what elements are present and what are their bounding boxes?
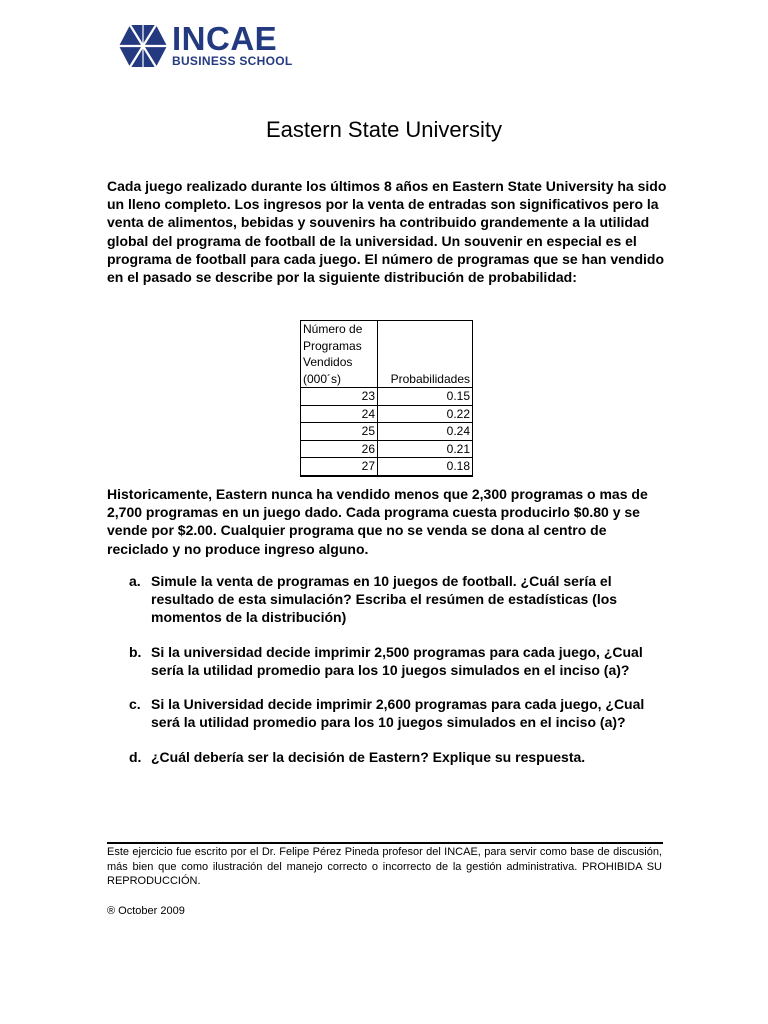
header-line: (000´s) <box>303 371 342 386</box>
programs-cell: 26 <box>301 440 378 458</box>
logo-name: INCAE <box>172 20 278 57</box>
table-row <box>301 458 473 476</box>
question-item <box>129 572 649 627</box>
intro-paragraph: Cada juego realizado durante los últimos 8 años en Eastern State University ha sido un lleno completo. Los ingresos por la venta de entradas son significativos pero la venta de alimentos, bebidas y souvenirs ha contribuido grandemente a la utilidad global del programa de football de la universidad. Un souvenir en especial es el programa de football para cada juego. El número de programas que se han vendido en el pasado se describe por la siguiente distribución de probabilidad: <box>107 178 667 286</box>
probability-cell: 0.22 <box>378 405 473 423</box>
header-line: Programas <box>303 338 362 353</box>
page-title: Eastern State University <box>266 117 502 142</box>
question-letter: d. <box>129 749 142 766</box>
footnote-divider <box>107 842 663 844</box>
probability-cell: 0.21 <box>378 440 473 458</box>
question-letter: a. <box>129 573 141 589</box>
header-probabilities: Probabilidades <box>378 321 473 388</box>
question-item <box>129 695 649 731</box>
table-row <box>301 388 473 406</box>
table-header-row <box>301 321 473 388</box>
question-text: Simule la venta de programas en 10 juegos de football. ¿Cuál sería el resultado de esta simulación? Escriba el resúmen de estadísticas (los momentos de la distribución) <box>151 573 618 626</box>
probability-cell: 0.15 <box>378 388 473 406</box>
probability-table <box>300 320 473 477</box>
history-paragraph: Historicamente, Eastern nunca ha vendido menos que 2,300 programas o mas de 2,700 programas en un juego dado. Cada programa cuesta producirlo $0.80 y se vende por $2.00. Cualquier programa que no se venda se dona al centro de reciclado y no produce ingreso alguno. <box>107 486 648 557</box>
probability-cell: 0.24 <box>378 423 473 441</box>
question-item <box>129 748 649 766</box>
header-programs-sold <box>301 321 378 388</box>
table-row <box>301 440 473 458</box>
incae-emblem-icon <box>118 24 168 68</box>
table-row <box>301 423 473 441</box>
logo-subtitle: BUSINESS SCHOOL <box>172 54 293 68</box>
copyright: ® October 2009 <box>107 905 185 917</box>
incae-logo <box>118 20 293 68</box>
footnote: Este ejercicio fue escrito por el Dr. Felipe Pérez Pineda profesor del INCAE, para servir como base de discusión, más bien que como ilustración del manejo correcto o incorrecto de la gestión administrativa. PROHIBIDA SU REPRODUCCIÓN. <box>107 846 662 887</box>
programs-cell: 25 <box>301 423 378 441</box>
question-item <box>129 643 649 679</box>
question-text: Si la Universidad decide imprimir 2,600 programas para cada juego, ¿Cual será la utilidad promedio para los 10 juegos simulados en el inciso (a)? <box>151 696 645 731</box>
question-letter: c. <box>129 696 141 713</box>
programs-cell: 24 <box>301 405 378 423</box>
header-line: Número de <box>303 322 363 336</box>
question-text: ¿Cuál debería ser la decisión de Eastern? Explique su respuesta. <box>151 749 586 766</box>
programs-cell: 23 <box>301 388 378 406</box>
question-text: Si la universidad decide imprimir 2,500 programas para cada juego, ¿Cual sería la utilidad promedio para los 10 juegos simulados en el inciso (a)? <box>151 643 643 678</box>
programs-cell: 27 <box>301 458 378 476</box>
table-row <box>301 405 473 423</box>
header-line: Vendidos <box>303 355 353 369</box>
probability-cell: 0.18 <box>378 458 473 476</box>
question-list <box>129 572 649 767</box>
question-letter: b. <box>129 643 142 660</box>
